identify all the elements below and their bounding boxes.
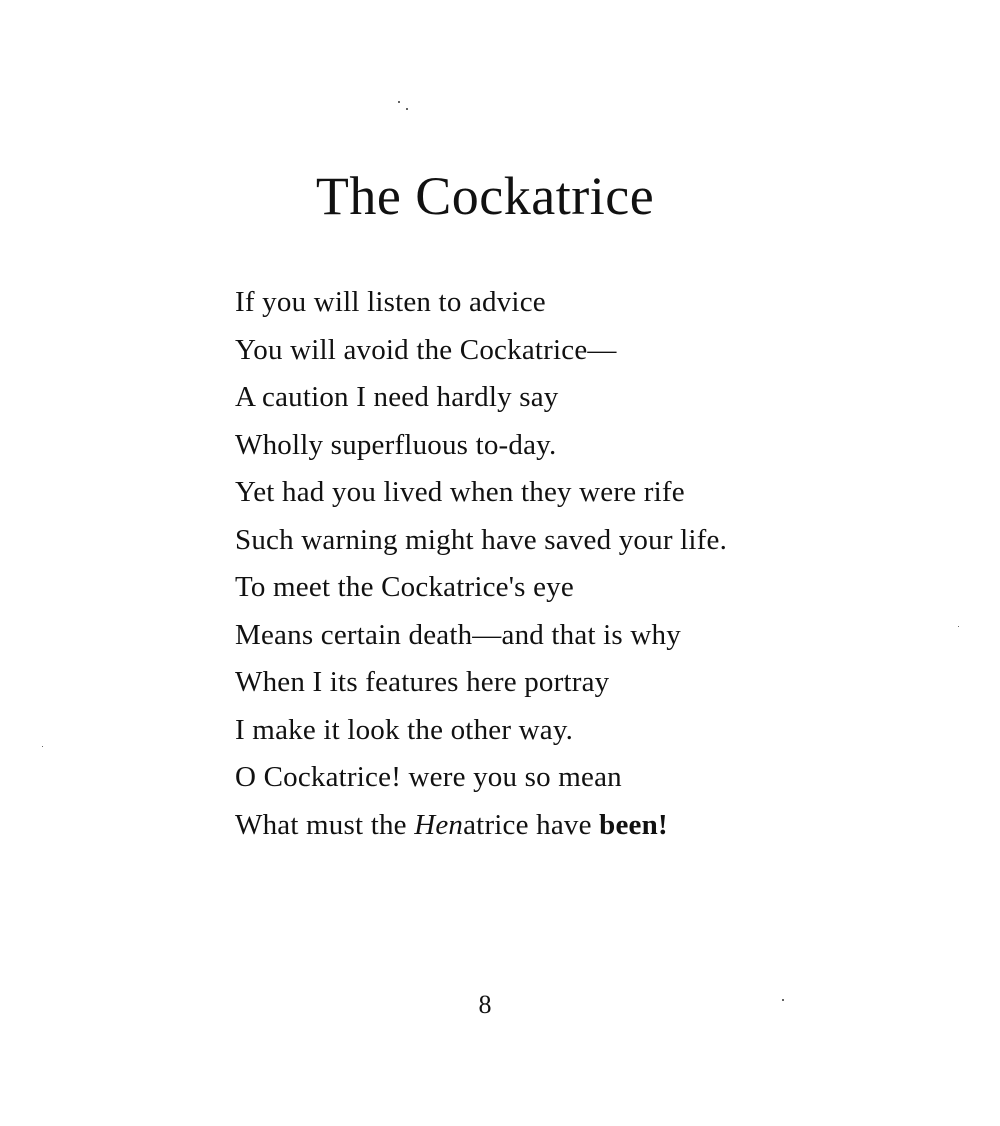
ink-speck: [42, 746, 43, 747]
poem-line-3: A caution I need hardly say: [235, 381, 559, 413]
poem-line-5: Yet had you lived when they were rife: [235, 476, 685, 508]
poem-line-12-end: been!: [599, 808, 668, 841]
poem-line-12-start: What must the: [235, 808, 415, 841]
poem-line-8: Means certain death—and that is why: [235, 618, 681, 651]
ink-speck: [406, 108, 408, 110]
poem-line-2: You will avoid the Cockatrice—: [235, 333, 617, 366]
poem-line-7: To meet the Cockatrice's eye: [235, 571, 574, 603]
poem-line-12-italic: Hen: [414, 808, 464, 841]
page-number: 8: [478, 990, 492, 1019]
poem-line-6: Such warning might have saved your life.: [235, 523, 728, 556]
poem-body: [235, 279, 855, 849]
poem-line-4: Wholly superfluous to-day.: [235, 428, 557, 461]
ink-speck: [398, 101, 400, 103]
poem-line-12: [235, 802, 855, 850]
ink-speck: [958, 626, 959, 627]
poem-line-12-middle: atrice have: [463, 808, 600, 841]
poem-line-10: I make it look the other way.: [235, 713, 574, 746]
poem-line-11: O Cockatrice! were you so mean: [235, 761, 622, 793]
poem-line-9: When I its features here portray: [235, 666, 610, 698]
poem-line-1: If you will listen to advice: [235, 286, 546, 318]
poem-title: The Cockatrice: [315, 166, 655, 226]
